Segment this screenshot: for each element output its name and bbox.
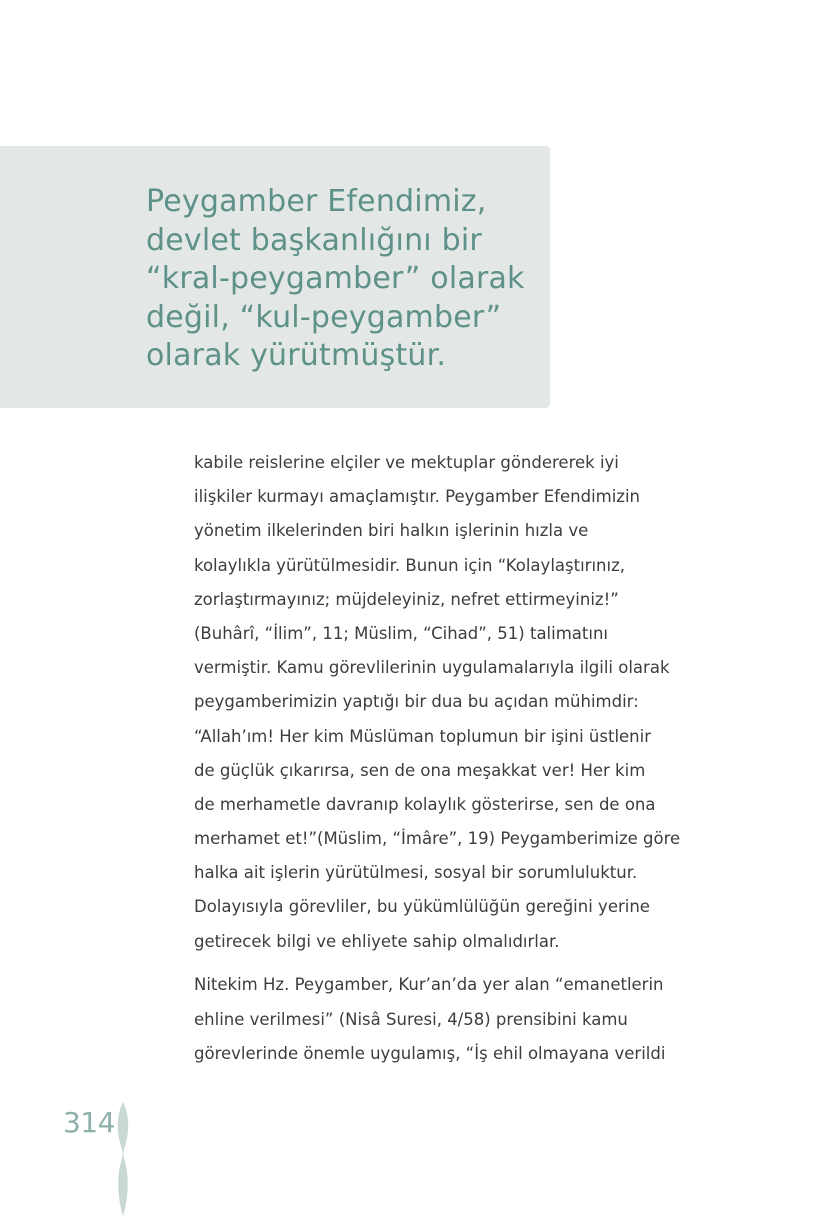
pull-quote-line: olarak yürütmüştür. [146, 338, 447, 373]
leaf-ornament-icon [112, 1100, 134, 1217]
text-line: merhamet et!”(Müslim, “İmâre”, 19) Peygamberimize göre [194, 829, 681, 849]
body-text [194, 446, 694, 1071]
text-line: de güçlük çıkarırsa, sen de ona meşakkat ver! Her kim [194, 760, 646, 780]
pull-quote-line: Peygamber Efendimiz, [146, 184, 487, 219]
text-line: zorlaştırmayınız; müjdeleyiniz, nefret ettirmeyiniz!” [194, 589, 619, 609]
text-line: yönetim ilkelerinden biri halkın işlerinin hızla ve [194, 521, 589, 541]
text-line: ehline verilmesi” (Nisâ Suresi, 4/58) prensibini kamu [194, 1009, 628, 1029]
text-line: kolaylıkla yürütülmesidir. Bunun için “Kolaylaştırınız, [194, 555, 625, 575]
paragraph [194, 968, 694, 1071]
text-line: görevlerinde önemle uygulamış, “İş ehil olmayana verildi [194, 1043, 666, 1063]
text-line: getirecek bilgi ve ehliyete sahip olmalıdırlar. [194, 931, 560, 951]
text-line: kabile reislerine elçiler ve mektuplar göndererek iyi [194, 453, 619, 472]
pull-quote-line: değil, “kul-peygamber” [146, 299, 502, 335]
pull-quote-line: devlet başkanlığını bir [146, 222, 482, 258]
text-line: (Buhârî, “İlim”, 11; Müslim, “Cihad”, 51) talimatını [194, 623, 609, 643]
pull-quote-line: “kral-peygamber” olarak [146, 261, 525, 296]
text-line: Nitekim Hz. Peygamber, Kur’an’da yer alan “emanetlerin [194, 975, 664, 995]
text-line: halka ait işlerin yürütülmesi, sosyal bir sorumluluktur. [194, 863, 638, 883]
text-line: de merhametle davranıp kolaylık gösterirse, sen de ona [194, 794, 656, 814]
pull-quote [146, 183, 536, 376]
text-line: Dolayısıyla görevliler, bu yükümlülüğün gereğini yerine [194, 897, 650, 917]
text-line: vermiştir. Kamu görevlilerinin uygulamalarıyla ilgili olarak [194, 658, 670, 678]
page-number: 314 [63, 1106, 115, 1139]
text-line: peygamberimizin yaptığı bir dua bu açıdan mühimdir: [194, 692, 639, 712]
paragraph [194, 446, 694, 959]
text-line: ilişkiler kurmayı amaçlamıştır. Peygamber Efendimizin [194, 487, 641, 507]
text-line: “Allah’ım! Her kim Müslüman toplumun bir işini üstlenir [194, 726, 652, 746]
